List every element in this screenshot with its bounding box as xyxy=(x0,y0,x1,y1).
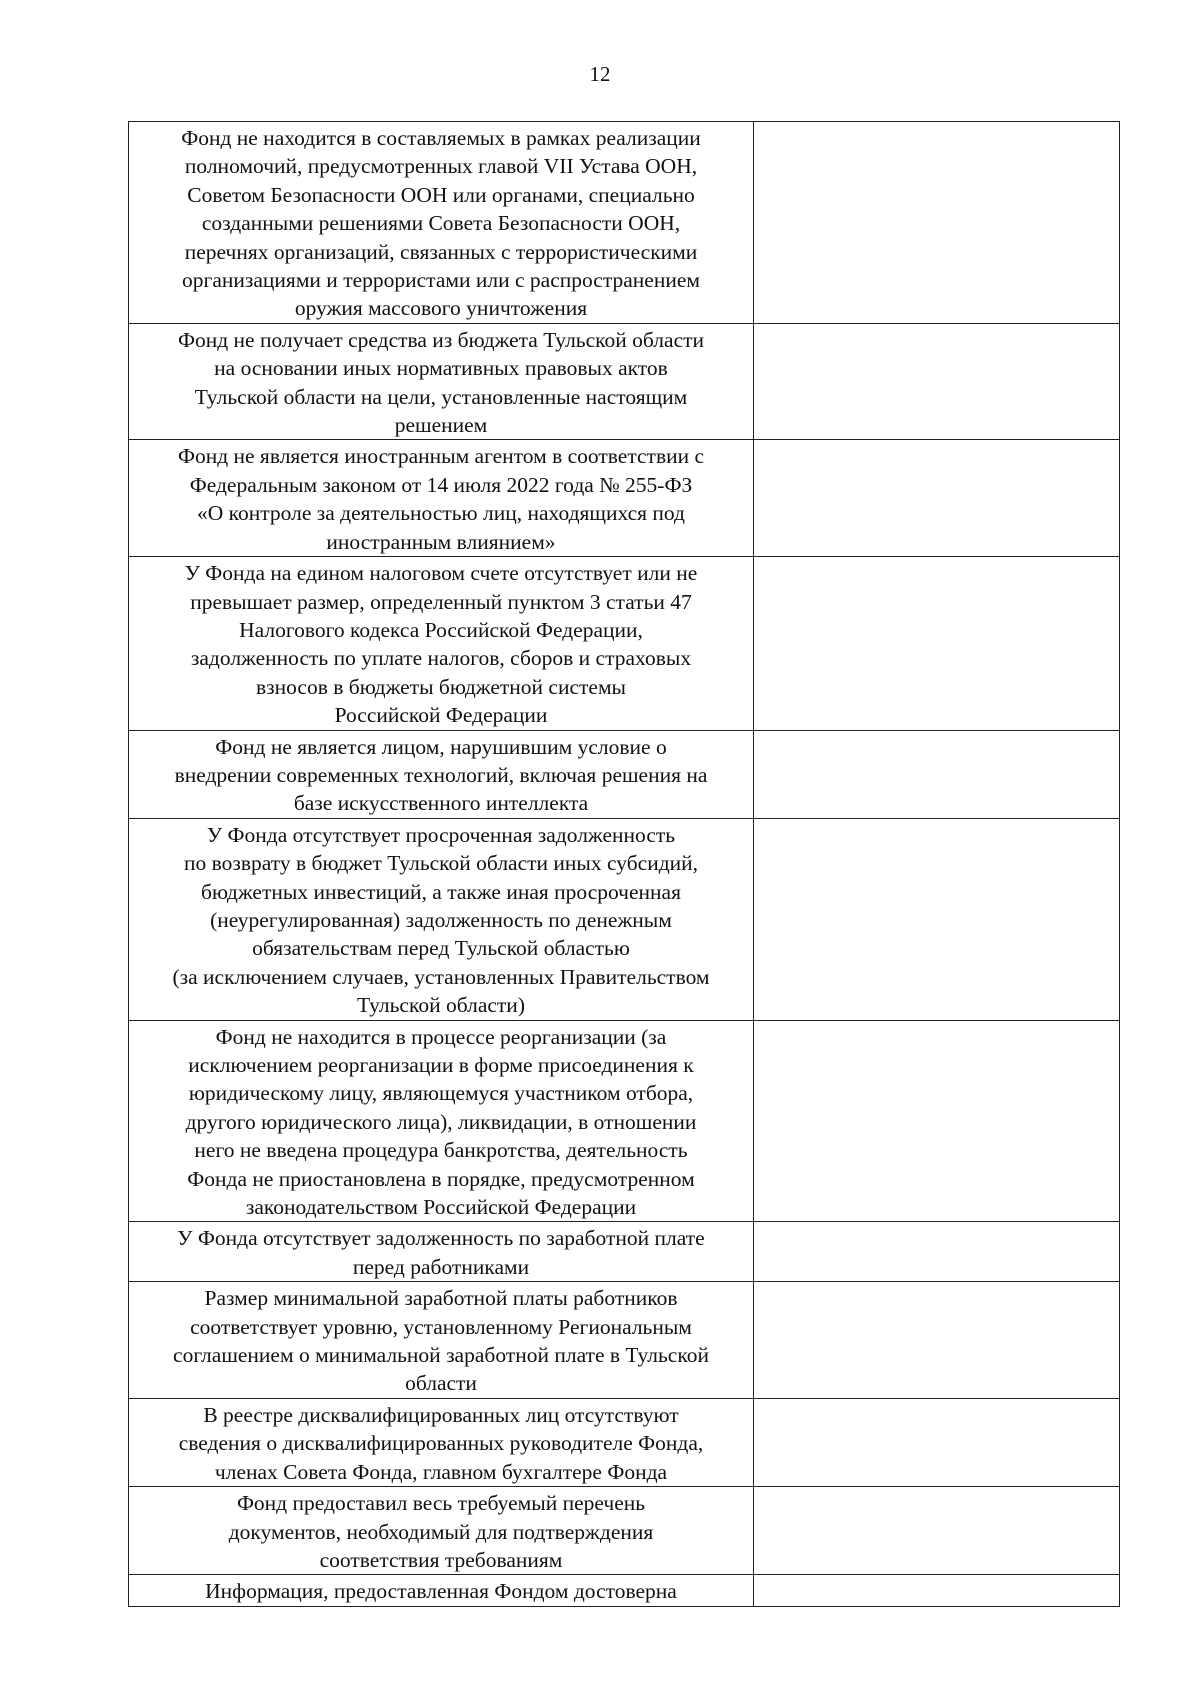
table-row xyxy=(129,1487,1120,1575)
table-row xyxy=(129,1575,1120,1606)
table-row xyxy=(129,730,1120,818)
table-row xyxy=(129,1398,1120,1486)
compliance-cell xyxy=(754,1020,1120,1222)
table-row xyxy=(129,1222,1120,1282)
requirement-text: Фонд не является лицом, нарушившим условие о внедрении современных технологий, включая решения на базе искусственного интеллекта xyxy=(129,730,754,818)
requirement-text: Информация, предоставленная Фондом достоверна xyxy=(129,1575,754,1606)
requirement-text: Размер минимальной заработной платы работников соответствует уровню, установленному Региональным соглашением о минимальной заработной плате в Тульской области xyxy=(129,1282,754,1399)
compliance-cell xyxy=(754,1282,1120,1399)
page-number: 12 xyxy=(589,62,611,86)
requirements-table xyxy=(128,121,1120,1607)
table-row xyxy=(129,557,1120,730)
compliance-cell xyxy=(754,1222,1120,1282)
requirement-text: У Фонда отсутствует просроченная задолженность по возврату в бюджет Тульской области иных субсидий, бюджетных инвестиций, а также иная просроченная (неурегулированная) задолженность по денежным обязательствам перед Тульской областью (за исключением случаев, установленных Правительством Тульской области) xyxy=(129,818,754,1020)
compliance-cell xyxy=(754,557,1120,730)
table-row xyxy=(129,323,1120,440)
compliance-cell xyxy=(754,1487,1120,1575)
table-row xyxy=(129,440,1120,557)
requirement-text: Фонд не находится в процессе реорганизации (за исключением реорганизации в форме присоединения к юридическому лицу, являющемуся участником отбора, другого юридического лица), ликвидации, в отношении него не введена процедура банкротства, деятельность Фонда не приостановлена в порядке, предусмотренном законодательством Российской Федерации xyxy=(129,1020,754,1222)
table-row xyxy=(129,1020,1120,1222)
table-row xyxy=(129,122,1120,324)
requirement-text: Фонд не получает средства из бюджета Тульской области на основании иных нормативных правовых актов Тульской области на цели, установленные настоящим решением xyxy=(129,323,754,440)
compliance-cell xyxy=(754,1575,1120,1606)
requirement-text: У Фонда отсутствует задолженность по заработной плате перед работниками xyxy=(129,1222,754,1282)
table-row xyxy=(129,1282,1120,1399)
requirement-text: В реестре дисквалифицированных лиц отсутствуют сведения о дисквалифицированных руководителе Фонда, членах Совета Фонда, главном бухгалтере Фонда xyxy=(129,1398,754,1486)
requirement-text: Фонд не находится в составляемых в рамках реализации полномочий, предусмотренных главой VII Устава ООН, Советом Безопасности ООН или органами, специально созданными решениями Совета Безопасности ООН, перечнях организаций, связанных с террористическими организациями и террористами или с распространением оружия массового уничтожения xyxy=(129,122,754,324)
compliance-cell xyxy=(754,323,1120,440)
compliance-cell xyxy=(754,440,1120,557)
compliance-cell xyxy=(754,1398,1120,1486)
compliance-cell xyxy=(754,122,1120,324)
requirement-text: Фонд предоставил весь требуемый перечень документов, необходимый для подтверждения соответствия требованиям xyxy=(129,1487,754,1575)
compliance-cell xyxy=(754,818,1120,1020)
requirement-text: У Фонда на едином налоговом счете отсутствует или не превышает размер, определенный пунктом 3 статьи 47 Налогового кодекса Российской Федерации, задолженность по уплате налогов, сборов и страховых взносов в бюджеты бюджетной системы Российской Федерации xyxy=(129,557,754,730)
table-row xyxy=(129,818,1120,1020)
compliance-cell xyxy=(754,730,1120,818)
requirement-text: Фонд не является иностранным агентом в соответствии с Федеральным законом от 14 июля 2022 года № 255-ФЗ «О контроле за деятельностью лиц, находящихся под иностранным влиянием» xyxy=(129,440,754,557)
